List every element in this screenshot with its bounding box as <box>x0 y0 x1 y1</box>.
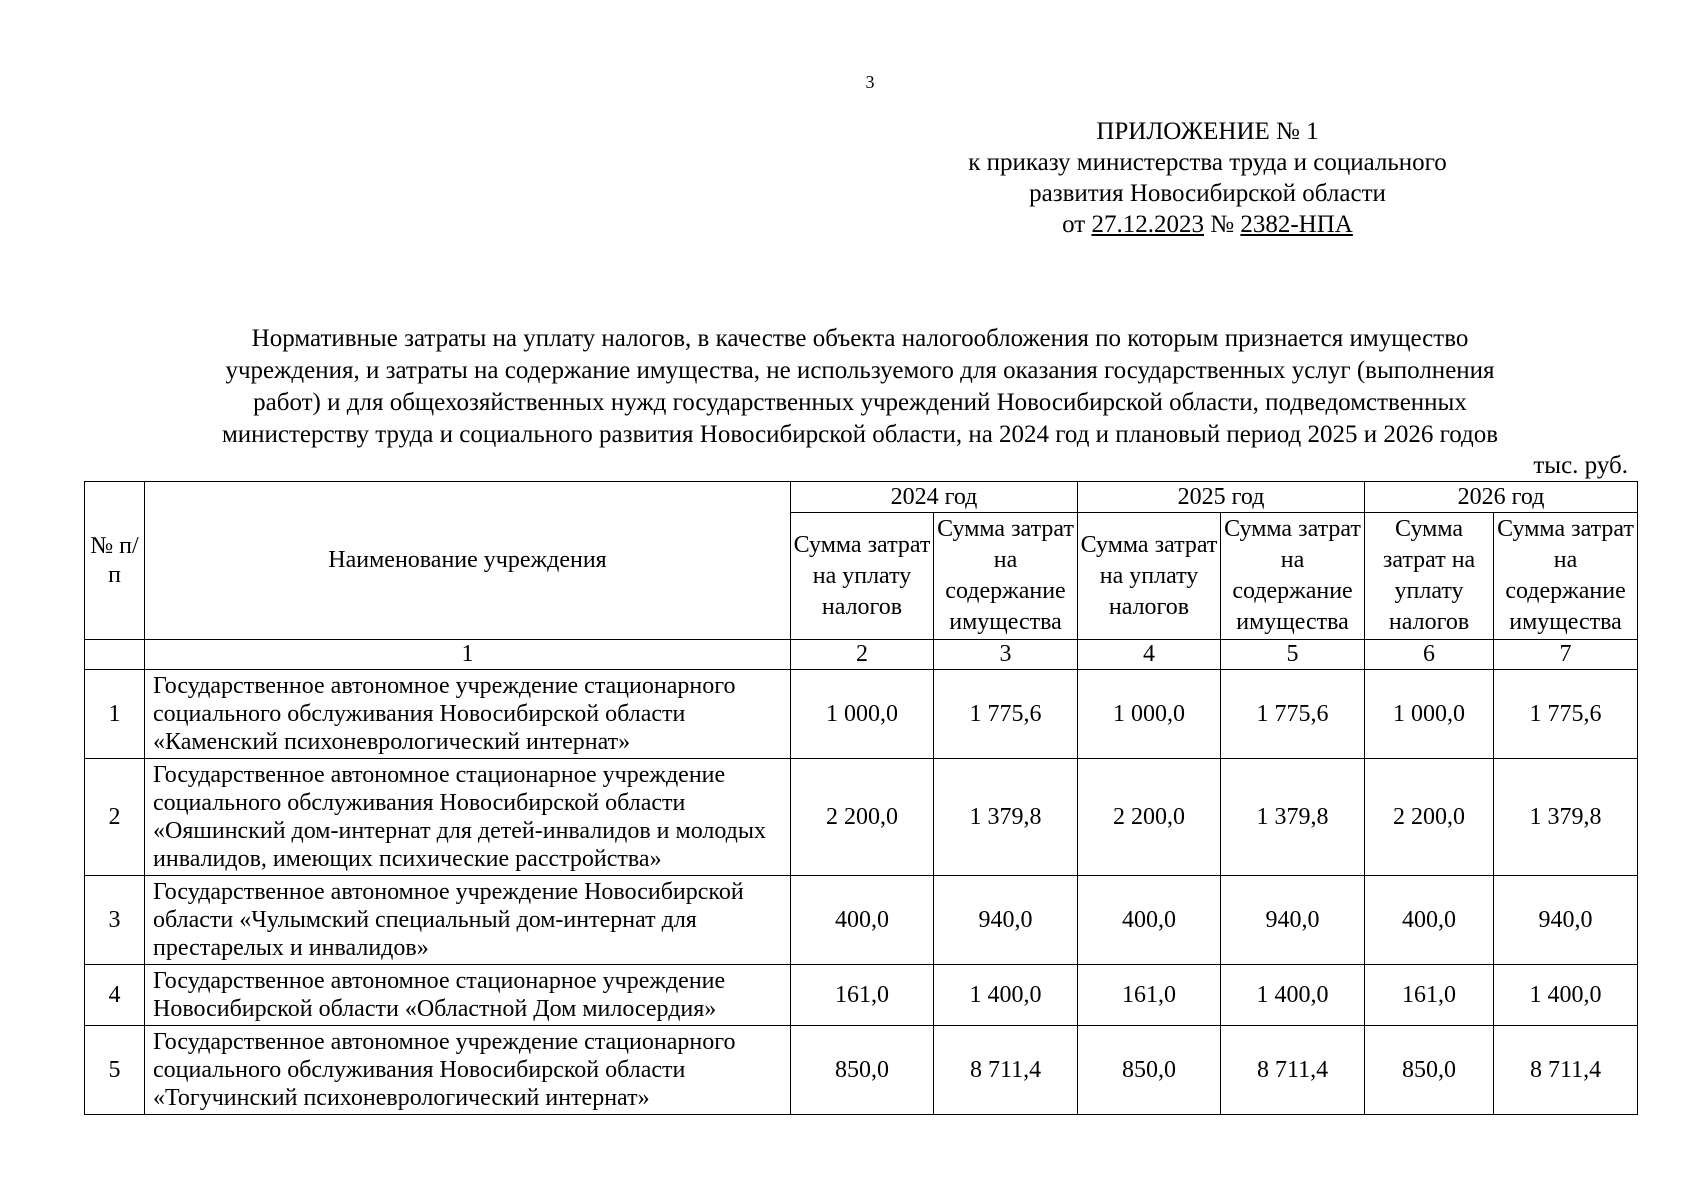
appendix-order-line: к приказу министерства труда и социального <box>968 149 1447 176</box>
appendix-title: ПРИЛОЖЕНИЕ № 1 <box>1096 118 1319 145</box>
document-title <box>110 323 1610 451</box>
table-row <box>85 759 1638 876</box>
value-cell: 850,0 <box>791 1026 934 1115</box>
col-number: 3 <box>934 640 1078 670</box>
value-cell: 1 000,0 <box>1078 670 1221 759</box>
value-cell: 1 000,0 <box>791 670 934 759</box>
appendix-ministry-line: развития Новосибирской области <box>1029 180 1386 207</box>
institution-name: Государственное автономное учреждение стационарного социального обслуживания Новосибирской области «Каменский психоневрологический интернат» <box>145 670 791 759</box>
header-property: Сумма затрат на содержание имущества <box>1494 513 1638 640</box>
value-cell: 161,0 <box>791 965 934 1026</box>
value-cell: 8 711,4 <box>1494 1026 1638 1115</box>
value-cell: 161,0 <box>1365 965 1494 1026</box>
value-cell: 400,0 <box>791 876 934 965</box>
institution-name: Государственное автономное стационарное учреждение социального обслуживания Новосибирской области «Ояшинский дом-интернат для детей-инвалидов и молодых инвалидов, имеющих психические расстройства» <box>145 759 791 876</box>
header-year-2024: 2024 год <box>791 482 1078 513</box>
value-cell: 8 711,4 <box>934 1026 1078 1115</box>
title-line: работ) и для общехозяйственных нужд государственных учреждений Новосибирской области, подведомственных <box>253 389 1467 416</box>
order-number: 2382-НПА <box>1240 211 1353 238</box>
col-number: 6 <box>1365 640 1494 670</box>
header-property: Сумма затрат на содержание имущества <box>1221 513 1365 640</box>
institution-name: Государственное автономное учреждение Новосибирской области «Чулымский специальный дом-интернат для престарелых и инвалидов» <box>145 876 791 965</box>
col-number: 7 <box>1494 640 1638 670</box>
value-cell: 1 379,8 <box>934 759 1078 876</box>
value-cell: 400,0 <box>1078 876 1221 965</box>
header-row-years <box>85 482 1638 513</box>
row-number: 2 <box>85 759 145 876</box>
row-number: 1 <box>85 670 145 759</box>
title-line: учреждения, и затраты на содержание имущества, не используемого для оказания государственных услуг (выполнения <box>225 357 1495 384</box>
value-cell: 2 200,0 <box>1365 759 1494 876</box>
value-cell: 1 400,0 <box>1494 965 1638 1026</box>
header-num: № п/п <box>85 482 145 640</box>
header-name: Наименование учреждения <box>145 482 791 640</box>
col-number: 4 <box>1078 640 1221 670</box>
appendix-header <box>930 116 1485 240</box>
value-cell: 940,0 <box>1494 876 1638 965</box>
order-date: 27.12.2023 <box>1091 211 1204 238</box>
header-year-2026: 2026 год <box>1365 482 1638 513</box>
title-line: Нормативные затраты на уплату налогов, в качестве объекта налогообложения по которым признается имущество <box>251 325 1469 352</box>
value-cell: 2 200,0 <box>1078 759 1221 876</box>
value-cell: 940,0 <box>1221 876 1365 965</box>
row-number: 4 <box>85 965 145 1026</box>
institution-name: Государственное автономное учреждение стационарного социального обслуживания Новосибирской области «Тогучинский психоневрологический интернат» <box>145 1026 791 1115</box>
header-tax: Сумма затрат на уплату налогов <box>1078 513 1221 640</box>
value-cell: 2 200,0 <box>791 759 934 876</box>
header-tax: Сумма затрат на уплату налогов <box>1365 513 1494 640</box>
value-cell: 1 379,8 <box>1494 759 1638 876</box>
row-number: 3 <box>85 876 145 965</box>
number-prefix: № <box>1204 211 1241 238</box>
value-cell: 1 400,0 <box>1221 965 1365 1026</box>
value-cell: 850,0 <box>1365 1026 1494 1115</box>
row-number: 5 <box>85 1026 145 1115</box>
value-cell: 850,0 <box>1078 1026 1221 1115</box>
value-cell: 1 775,6 <box>1494 670 1638 759</box>
value-cell: 1 379,8 <box>1221 759 1365 876</box>
institution-name: Государственное автономное стационарное учреждение Новосибирской области «Областной Дом милосердия» <box>145 965 791 1026</box>
col-number: 1 <box>145 640 791 670</box>
value-cell: 161,0 <box>1078 965 1221 1026</box>
table-row <box>85 1026 1638 1115</box>
empty-cell <box>85 640 145 670</box>
table-row <box>85 965 1638 1026</box>
header-year-2025: 2025 год <box>1078 482 1365 513</box>
appendix-date-line <box>930 209 1485 240</box>
unit-label: тыс. руб. <box>1533 452 1628 479</box>
value-cell: 940,0 <box>934 876 1078 965</box>
costs-table <box>84 481 1638 1115</box>
value-cell: 1 775,6 <box>934 670 1078 759</box>
value-cell: 1 000,0 <box>1365 670 1494 759</box>
table-row <box>85 876 1638 965</box>
col-number: 5 <box>1221 640 1365 670</box>
value-cell: 8 711,4 <box>1221 1026 1365 1115</box>
page-number: 3 <box>865 72 875 92</box>
title-line: министерству труда и социального развития Новосибирской области, на 2024 год и плановый период 2025 и 2026 годов <box>221 421 1499 448</box>
header-tax: Сумма затрат на уплату налогов <box>791 513 934 640</box>
value-cell: 1 775,6 <box>1221 670 1365 759</box>
value-cell: 400,0 <box>1365 876 1494 965</box>
table-row <box>85 670 1638 759</box>
header-row-col-numbers <box>85 640 1638 670</box>
date-prefix: от <box>1062 211 1092 238</box>
header-property: Сумма затрат на содержание имущества <box>934 513 1078 640</box>
value-cell: 1 400,0 <box>934 965 1078 1026</box>
col-number: 2 <box>791 640 934 670</box>
